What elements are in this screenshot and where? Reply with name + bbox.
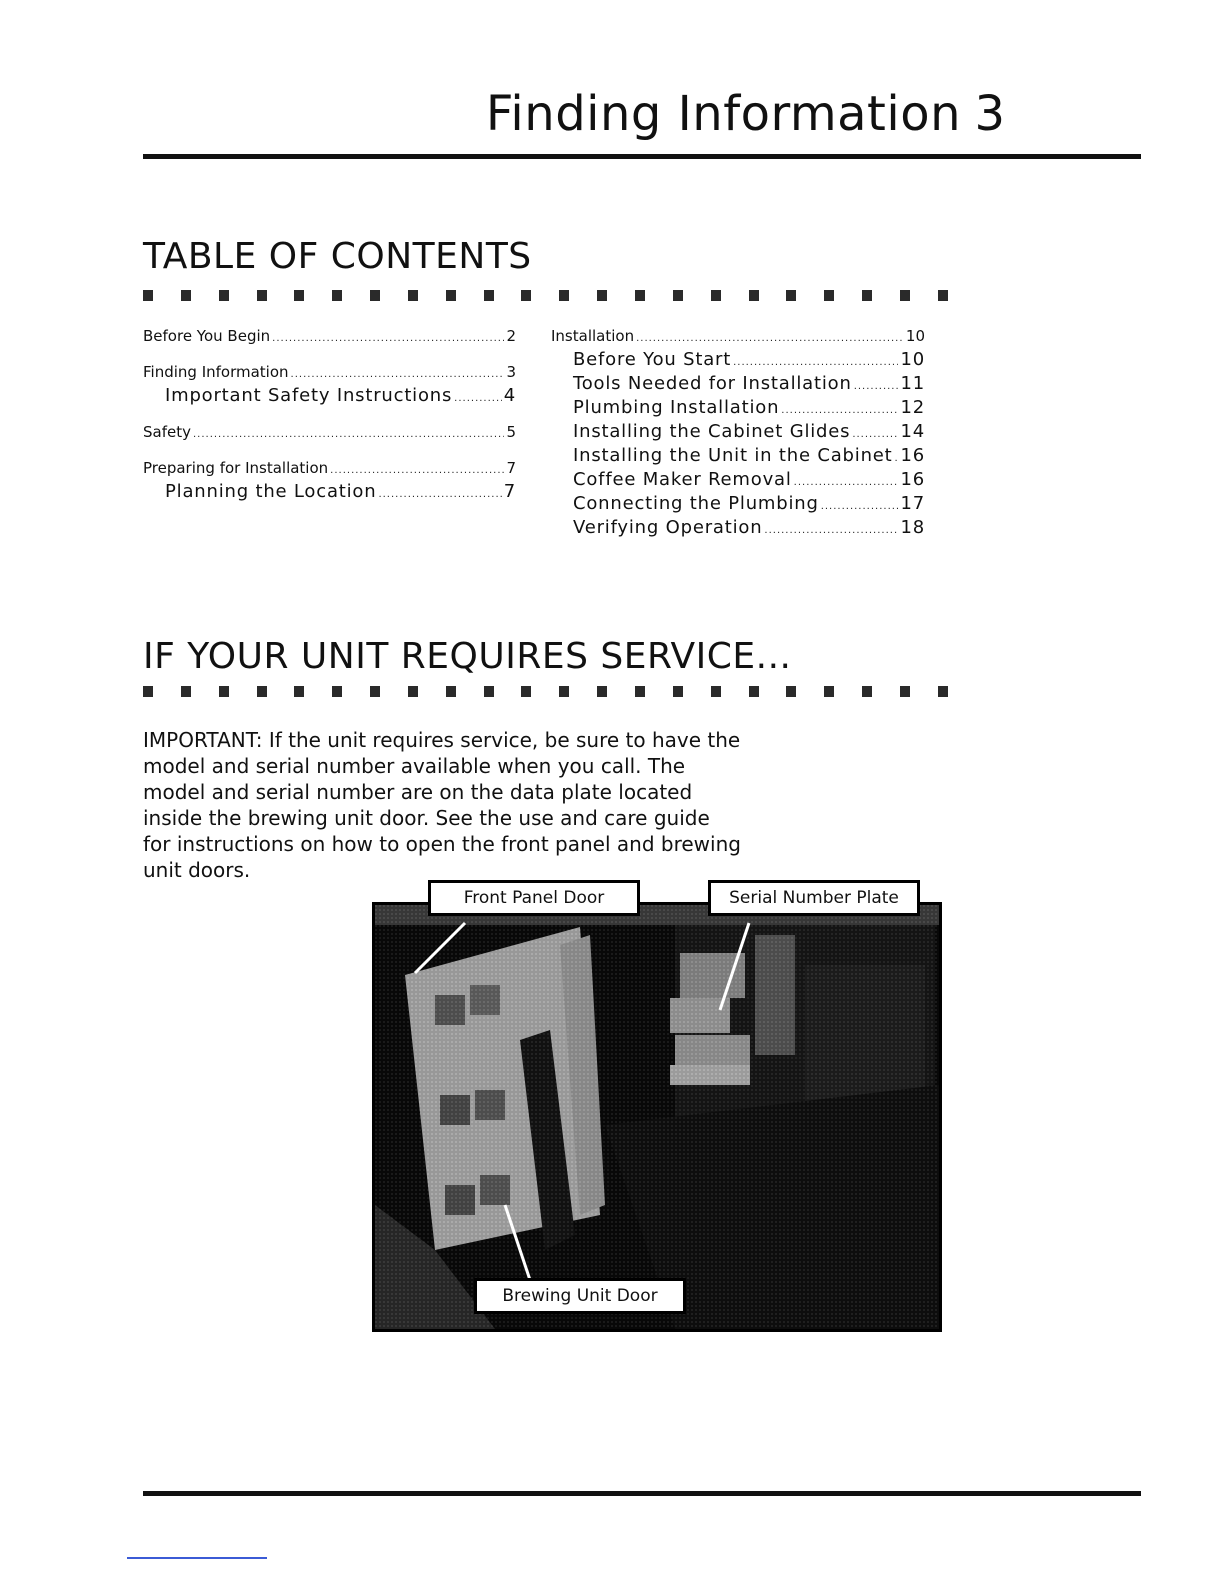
toc-entry-label: Installing the Cabinet Glides — [573, 421, 851, 442]
toc-entry-page: 7 — [506, 459, 516, 477]
toc-entry-label: Finding Information — [143, 363, 289, 381]
toc-entry-page: 10 — [905, 327, 925, 345]
appliance-photo — [372, 902, 942, 1332]
divider-square — [824, 686, 834, 697]
toc-entry — [143, 385, 516, 409]
toc-leader-dots — [378, 489, 501, 500]
divider-square — [635, 686, 645, 697]
toc-leader-dots — [781, 405, 898, 416]
toc-entry-label: Connecting the Plumbing — [573, 493, 819, 514]
toc-leader-dots — [636, 333, 904, 344]
divider-square — [673, 290, 683, 301]
toc-entry — [551, 373, 925, 397]
divider-square — [673, 686, 683, 697]
toc-leader-dots — [764, 525, 898, 536]
divider-square — [332, 290, 342, 301]
toc-entry — [143, 327, 516, 349]
toc-leader-dots — [291, 369, 505, 380]
divider-square — [711, 686, 721, 697]
toc-right-column — [551, 327, 925, 541]
divider-square — [181, 686, 191, 697]
toc-entry — [551, 469, 925, 493]
toc-left-column — [143, 327, 516, 505]
callout-serial-number-plate: Serial Number Plate — [708, 880, 920, 916]
divider-square — [559, 290, 569, 301]
divider-square — [824, 290, 834, 301]
divider-square — [257, 290, 267, 301]
divider-square — [219, 290, 229, 301]
header-rule — [143, 154, 1141, 159]
toc-entry-label: Before You Begin — [143, 327, 271, 345]
page-header — [143, 78, 1141, 162]
toc-entry-label: Safety — [143, 423, 191, 441]
toc-entry — [143, 423, 516, 445]
toc-entry-page: 17 — [900, 493, 925, 514]
toc-leader-dots — [454, 393, 502, 404]
service-heading: IF YOUR UNIT REQUIRES SERVICE... — [143, 636, 792, 677]
divider-square — [484, 290, 494, 301]
footer-rule — [143, 1491, 1141, 1496]
divider-square — [862, 686, 872, 697]
divider-square — [484, 686, 494, 697]
divider-square — [257, 686, 267, 697]
divider-square — [938, 686, 948, 697]
divider-square — [219, 686, 229, 697]
toc-entry-page: 12 — [900, 397, 925, 418]
divider-square — [143, 686, 153, 697]
divider-square — [521, 290, 531, 301]
toc-entry-label: Installing the Unit in the Cabinet — [573, 445, 893, 466]
toc-entry-page: 16 — [900, 469, 925, 490]
divider-square — [786, 686, 796, 697]
toc-entry-label: Tools Needed for Installation — [573, 373, 852, 394]
service-body: If the unit requires service, be sure to have the model and serial number available when you call. The model and serial number are on the data plate located inside the brewing unit door. See the use and care guide for instructions on how to open the front panel and brewing unit doors. — [143, 728, 741, 882]
toc-entry-page: 11 — [900, 373, 925, 394]
toc-entry-label: Verifying Operation — [573, 517, 763, 538]
toc-entry-page: 5 — [506, 423, 516, 441]
toc-entry-label: Planning the Location — [165, 481, 377, 502]
divider-square — [711, 290, 721, 301]
page-number: 3 — [974, 86, 1005, 142]
toc-leader-dots — [330, 465, 504, 476]
toc-entry-page: 10 — [900, 349, 925, 370]
divider-square — [332, 686, 342, 697]
toc-entry — [551, 327, 925, 349]
toc-entry — [551, 445, 925, 469]
divider-square — [938, 290, 948, 301]
divider-square — [370, 686, 380, 697]
divider-square — [749, 686, 759, 697]
toc-entry — [143, 363, 516, 385]
toc-leader-dots — [854, 381, 899, 392]
divider-square — [521, 686, 531, 697]
divider-square — [143, 290, 153, 301]
toc-gap — [143, 409, 516, 423]
toc-entry-label: Installation — [551, 327, 635, 345]
divider-square — [749, 290, 759, 301]
divider-square — [900, 686, 910, 697]
toc-entry-page: 18 — [900, 517, 925, 538]
toc-entry-page: 3 — [506, 363, 516, 381]
divider-square — [597, 290, 607, 301]
toc-leader-dots — [733, 357, 898, 368]
service-divider — [143, 686, 948, 697]
toc-entry — [551, 517, 925, 541]
toc-gap — [143, 349, 516, 363]
divider-square — [559, 686, 569, 697]
toc-entry-page: 16 — [900, 445, 925, 466]
toc-entry-label: Preparing for Installation — [143, 459, 329, 477]
page-title: Finding Information — [485, 86, 961, 142]
service-paragraph — [143, 727, 743, 883]
toc-entry — [551, 397, 925, 421]
toc-entry-label: Important Safety Instructions — [165, 385, 453, 406]
footer-link-underline — [127, 1557, 267, 1559]
toc-divider — [143, 290, 948, 301]
divider-square — [597, 686, 607, 697]
toc-entry — [551, 349, 925, 373]
callout-front-panel-door: Front Panel Door — [428, 880, 640, 916]
toc-entry-label: Coffee Maker Removal — [573, 469, 792, 490]
divider-square — [900, 290, 910, 301]
divider-square — [181, 290, 191, 301]
toc-entry-label: Plumbing Installation — [573, 397, 780, 418]
divider-square — [370, 290, 380, 301]
toc-leader-dots — [193, 429, 504, 440]
toc-leader-dots — [821, 501, 899, 512]
important-label: IMPORTANT: — [143, 728, 263, 752]
toc-entry-page: 7 — [503, 481, 516, 502]
toc-entry-label: Before You Start — [573, 349, 732, 370]
toc-entry-page: 14 — [900, 421, 925, 442]
toc-entry — [143, 481, 516, 505]
divider-square — [446, 290, 456, 301]
toc-entry — [551, 421, 925, 445]
toc-leader-dots — [794, 477, 899, 488]
toc-entry — [143, 459, 516, 481]
toc-entry — [551, 493, 925, 517]
divider-square — [446, 686, 456, 697]
divider-square — [408, 290, 418, 301]
divider-square — [635, 290, 645, 301]
toc-entry-page: 4 — [503, 385, 516, 406]
divider-square — [294, 686, 304, 697]
toc-gap — [143, 445, 516, 459]
divider-square — [408, 686, 418, 697]
callout-brewing-unit-door: Brewing Unit Door — [474, 1278, 686, 1314]
divider-square — [294, 290, 304, 301]
divider-square — [786, 290, 796, 301]
toc-entry-page: 2 — [506, 327, 516, 345]
toc-leader-dots — [852, 429, 898, 440]
divider-square — [862, 290, 872, 301]
appliance-photo-illustration — [375, 905, 939, 1329]
toc-leader-dots — [272, 333, 504, 344]
toc-heading: TABLE OF CONTENTS — [143, 236, 532, 277]
